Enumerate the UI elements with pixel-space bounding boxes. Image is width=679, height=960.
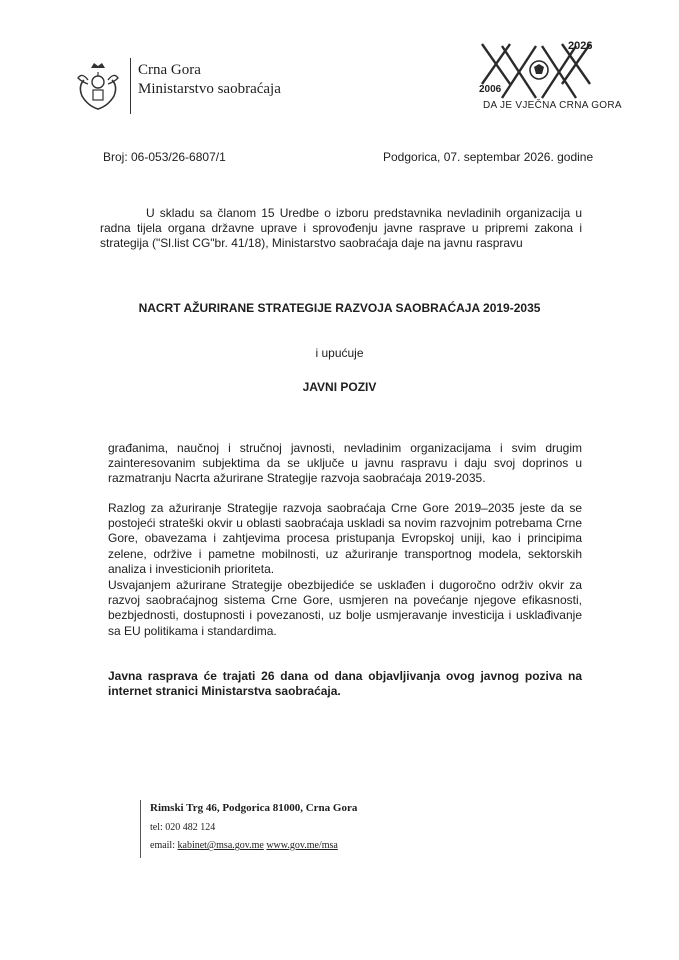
logo-slogan: DA JE VJEČNA CRNA GORA bbox=[483, 100, 622, 111]
logo-year-start: 2006 bbox=[479, 84, 502, 95]
org-name-ministry: Ministarstvo saobraćaja bbox=[138, 81, 281, 97]
reference-number: Broj: 06-053/26-6807/1 bbox=[103, 150, 226, 164]
coat-of-arms-icon bbox=[74, 60, 122, 112]
public-call-heading: JAVNI POZIV bbox=[302, 380, 377, 394]
footer-address: Rimski Trg 46, Podgorica 81000, Crna Gora bbox=[150, 802, 358, 814]
footer-phone: tel: 020 482 124 bbox=[150, 822, 216, 833]
document-title: NACRT AŽURIRANE STRATEGIJE RAZVOJA SAOBRAĆAJA 2019-2035 bbox=[138, 301, 541, 315]
email-link[interactable]: kabinet@msa.gov.me bbox=[177, 840, 264, 851]
document-date: Podgorica, 07. septembar 2026. godine bbox=[383, 150, 594, 164]
intro-paragraph: U skladu sa članom 15 Uredbe o izboru predstavnika nevladinih organizacija u radna tijela organa državne uprave i sprovođenju javne rasprave u pripremi zakona i strategija ("Sl.list CG"br. 41/18), Ministarstvo saobraćaja daje na javnu raspravu bbox=[100, 206, 582, 250]
paragraph-invitation: građanima, naučnoj i stručnoj javnosti, nevladinim organizacijama i svim drugim zainteresovanim subjektima da se uključe u javnu raspravu i daju svoj doprinos u razmatranju Nacrta ažurirane Strategije razvoja saobraćaja 2019-2035. bbox=[108, 441, 582, 486]
paragraph-adoption: Usvajanjem ažurirane Strategije obezbijediće se usklađen i dugoročno održiv okvir za razvoj saobraćajnog sistema Crne Gore, usmjeren na povećanje njegove efikasnosti, bezbjednosti, dostupnosti i povezanosti, uz bolje usmjeravanje investicija i usklađivanje sa EU politikama i standardima. bbox=[108, 578, 582, 638]
email-label: email: bbox=[150, 840, 175, 851]
website-link[interactable]: www.gov.me/msa bbox=[266, 840, 338, 851]
paragraph-reason: Razlog za ažuriranje Strategije razvoja saobraćaja Crne Gore 2019–2035 jeste da se postojeći strateški okvir u oblasti saobraćaja uskladi sa novim razvojnim potrebama Crne Gore, obavezama i zahtjevima procesa pristupanja Evropskoj uniji, kao i principima zelene, održive i pametne mobilnosti, uz ažuriranje transportnog modela, sektorskih analiza i investicionih prioriteta. bbox=[108, 501, 582, 576]
header-divider bbox=[130, 58, 131, 114]
footer-divider bbox=[140, 800, 141, 858]
footer-contact bbox=[150, 840, 338, 851]
logo-year-end: 2026 bbox=[568, 40, 593, 52]
subtitle-upucuje: i upućuje bbox=[315, 346, 364, 360]
paragraph-duration: Javna rasprava će trajati 26 dana od dana objavljivanja ovog javnog poziva na internet stranici Ministarstva saobraćaja. bbox=[108, 669, 582, 699]
org-name-country: Crna Gora bbox=[138, 62, 201, 78]
